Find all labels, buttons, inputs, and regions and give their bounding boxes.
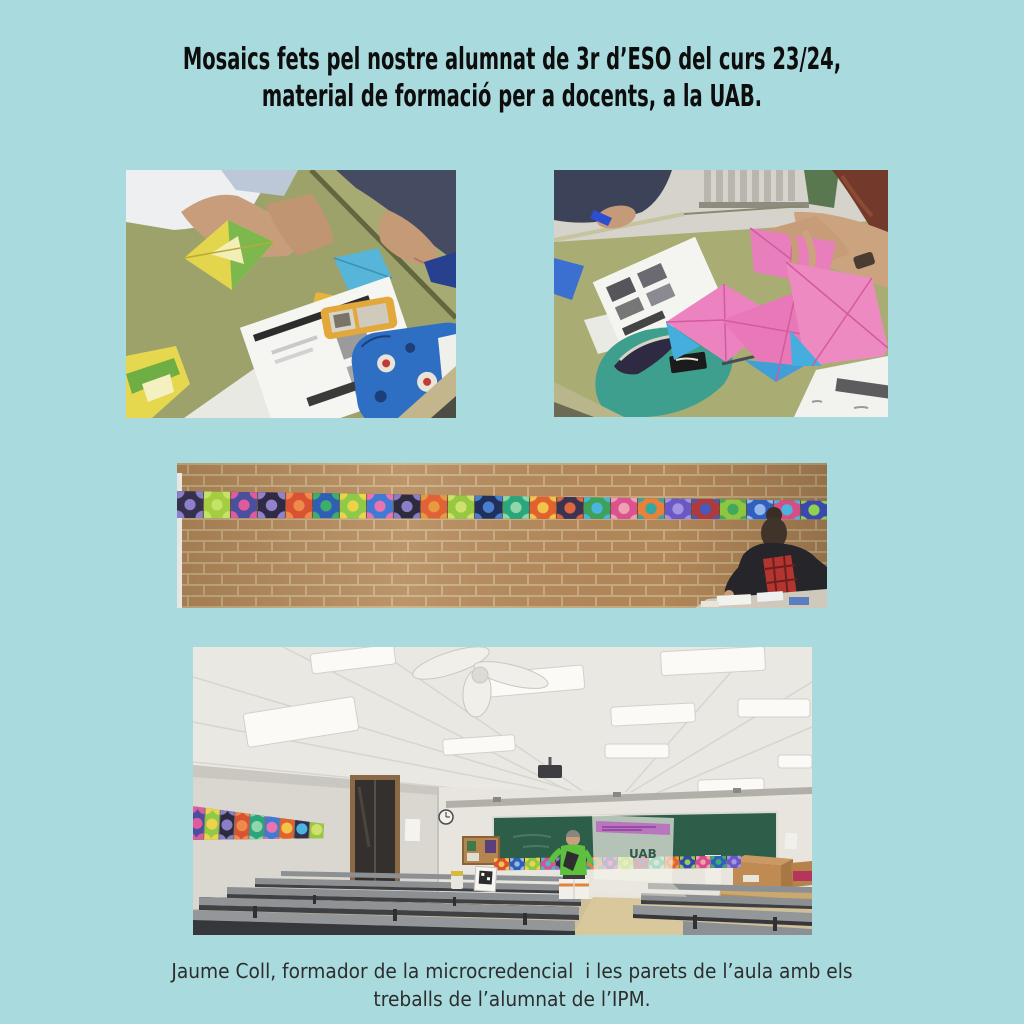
- classroom-foreground: [193, 647, 812, 935]
- poster-caption: [0, 957, 1024, 1013]
- mosaic-wall-foreground: [177, 463, 827, 608]
- poster-title: [0, 41, 1024, 115]
- green-curtain: [804, 170, 839, 208]
- box-orange-tape: [559, 879, 589, 899]
- origami-right-scene: [554, 170, 888, 417]
- photo-origami-right: [554, 170, 888, 417]
- caption-line-2: treballs de l’alumnat de l’IPM.: [373, 987, 651, 1011]
- uab-watermark: UAB: [629, 847, 657, 861]
- origami-left-scene: [126, 170, 456, 418]
- title-line-1: Mosaics fets pel nostre alumnat de 3r d’ESO del curs 23/24,: [182, 42, 842, 77]
- title-line-2: material de formació per a docents, a la UAB.: [261, 79, 763, 114]
- qr-sign: [474, 866, 497, 891]
- photo-classroom: [193, 647, 812, 935]
- waste-bin: [451, 871, 463, 889]
- photo-origami-left: [126, 170, 456, 418]
- presenter: [551, 830, 591, 881]
- photo-mosaic-wall: [177, 463, 827, 608]
- caption-line-1: Jaume Coll, formador de la microcredencial i les parets de l’aula amb els: [171, 959, 853, 983]
- projection-screen: [581, 815, 687, 897]
